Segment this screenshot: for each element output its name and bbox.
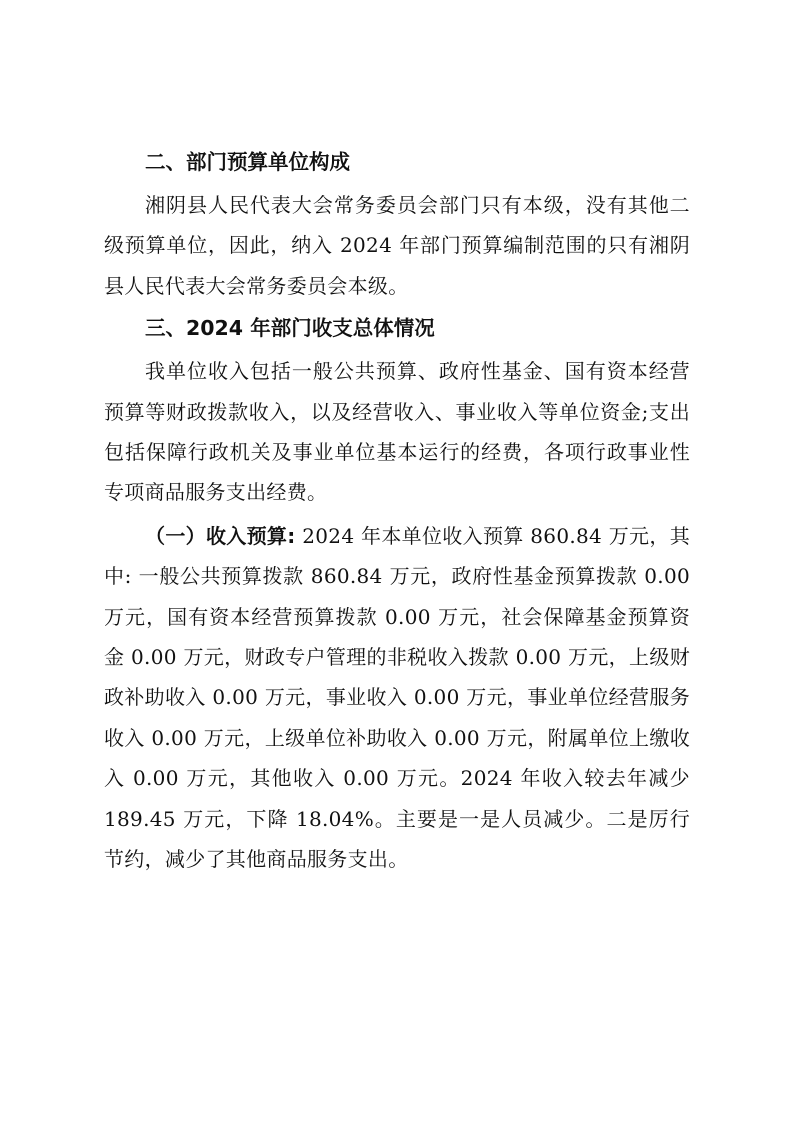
section-heading-budget-overview: 三、2024 年部门收支总体情况 xyxy=(145,316,435,341)
paragraph-income-budget xyxy=(104,516,690,880)
paragraph-unit-composition: 湘阴县人民代表大会常务委员会部门只有本级，没有其他二级预算单位，因此，纳入 2024 年部门预算编制范围的只有湘阴县人民代表大会常务委员会本级。 xyxy=(104,193,690,298)
income-budget-lead: （一）收入预算: xyxy=(145,523,296,548)
income-budget-text: 2024 年本单位收入预算 860.84 万元，其中: 一般公共预算拨款 860.84 万元，政府性基金预算拨款 0.00 万元，国有资本经营预算拨款 0.00 万元，社会保障基金预算资金 0.00 万元，财政专户管理的非税收入拨款 0.00 万元，上级财政补助收入 0.00 万元，事业收入 0.00 万元，事业单位经营服务收入 0.00 万元，上级单位补助收入 0.00 万元，附属单位上缴收入 0.00 万元，其他收入 0.00 万元。2024 年收入较去年减少 189.45 万元，下降 18.04%。主要是一是人员减少。二是厉行节约，减少了其他商品服务支出。 xyxy=(104,523,691,872)
section-heading-unit-composition: 二、部门预算单位构成 xyxy=(145,150,350,174)
paragraph-budget-overview: 我单位收入包括一般公共预算、政府性基金、国有资本经营预算等财政拨款收入，以及经营收入、事业收入等单位资金;支出包括保障行政机关及事业单位基本运行的经费，各项行政事业性专项商品服务支出经费。 xyxy=(104,359,690,505)
document-page xyxy=(104,142,690,880)
